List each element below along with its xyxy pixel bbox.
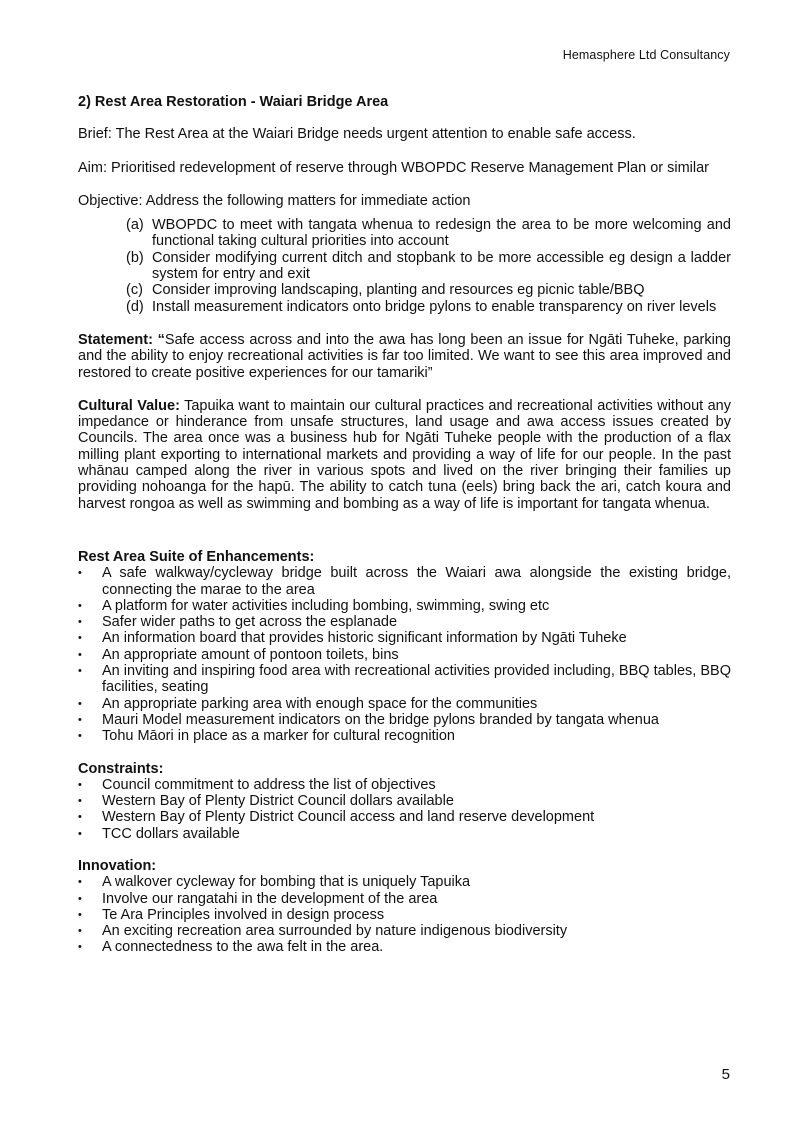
list-item bbox=[78, 891, 731, 907]
list-item-text: An appropriate parking area with enough space for the communities bbox=[102, 695, 538, 712]
enhancements-heading: Rest Area Suite of Enhancements: bbox=[78, 548, 315, 565]
bullet-icon: • bbox=[78, 730, 82, 743]
bullet-icon: • bbox=[78, 925, 82, 938]
list-item-text: Tohu Māori in place as a marker for cultural recognition bbox=[102, 728, 455, 745]
innovation-heading: Innovation: bbox=[78, 857, 157, 874]
innovation-list bbox=[78, 874, 731, 955]
objective-item-text: WBOPDC to meet with tangata whenua to redesign the area to be more welcoming and functional taking cultural priorities into account bbox=[152, 217, 731, 250]
list-item-text: A safe walkway/cycleway bridge built across the Waiari awa alongside the existing bridge, connecting the marae to the area bbox=[102, 565, 731, 598]
statement-text: Safe access across and into the awa has long been an issue for Ngāti Tuheke, parking and the ability to enjoy recreational activities is far too limited. We want to see this area improved and restored to create positive experiences for our tamariki” bbox=[78, 331, 731, 381]
spacer bbox=[78, 529, 731, 549]
list-item-text: An information board that provides historic significant information by Ngāti Tuheke bbox=[102, 630, 627, 647]
list-item-text: A platform for water activities including bombing, swimming, swing etc bbox=[102, 597, 550, 614]
list-item bbox=[78, 565, 731, 598]
cultural-value-paragraph bbox=[78, 398, 731, 512]
list-item bbox=[78, 777, 731, 793]
objective-item-text: Consider improving landscaping, planting and resources eg picnic table/BBQ bbox=[152, 282, 645, 299]
bullet-icon: • bbox=[78, 827, 82, 840]
cultural-value-text: Tapuika want to maintain our cultural practices and recreational activities without any impedance or hinderance from unsafe structures, land usage and awa access issues created by Councils. The area once was a business hub for Ngāti Tuheke people with the production of a flax milling plant exporting to international markets and providing a way of life for our people. In the past whānau camped along the river in various spots and lived on the river bringing their families up providing nohoanga for the hapū. The ability to catch tuna (eels) bring back the ari, catch koura and harvest rongoa as well as swimming and bombing as a way of life is important for tangata whenua. bbox=[78, 397, 731, 512]
section-title: 2) Rest Area Restoration - Waiari Bridge Area bbox=[78, 94, 389, 110]
bullet-icon: • bbox=[78, 599, 82, 612]
list-item bbox=[78, 728, 731, 744]
statement-paragraph bbox=[78, 332, 731, 381]
list-item bbox=[78, 826, 731, 842]
header-company: Hemasphere Ltd Consultancy bbox=[562, 48, 730, 62]
bullet-icon: • bbox=[78, 665, 82, 678]
list-item bbox=[78, 630, 731, 646]
bullet-icon: • bbox=[78, 648, 82, 661]
bullet-icon: • bbox=[78, 616, 82, 629]
list-item bbox=[78, 923, 731, 939]
list-item bbox=[78, 809, 731, 825]
bullet-icon: • bbox=[78, 778, 82, 791]
objective-text: Objective: Address the following matters for immediate action bbox=[78, 192, 471, 209]
objective-marker: (b) bbox=[126, 249, 144, 266]
bullet-icon: • bbox=[78, 795, 82, 808]
list-item bbox=[78, 793, 731, 809]
cultural-value-label: Cultural Value: bbox=[78, 397, 180, 414]
list-item bbox=[78, 598, 731, 614]
list-item-text: An appropriate amount of pontoon toilets, bins bbox=[102, 646, 399, 663]
list-item-text: An inviting and inspiring food area with recreational activities provided including, BBQ tables, BBQ facilities, seating bbox=[102, 663, 731, 696]
objective-marker: (a) bbox=[126, 217, 144, 234]
objective-item bbox=[126, 299, 731, 315]
bullet-icon: • bbox=[78, 567, 82, 580]
page-number: 5 bbox=[721, 1066, 730, 1083]
objective-item bbox=[126, 282, 731, 298]
constraints-list bbox=[78, 777, 731, 842]
list-item-text: A connectedness to the awa felt in the area. bbox=[102, 939, 384, 956]
list-item-text: Safer wider paths to get across the esplanade bbox=[102, 614, 398, 631]
bullet-icon: • bbox=[78, 908, 82, 921]
objective-item-text: Consider modifying current ditch and stopbank to be more accessible eg design a ladder system for entry and exit bbox=[152, 249, 731, 283]
list-item-text: TCC dollars available bbox=[102, 825, 240, 842]
bullet-icon: • bbox=[78, 811, 82, 824]
list-item-text: Mauri Model measurement indicators on the bridge pylons branded by tangata whenua bbox=[102, 711, 659, 728]
objective-item-text: Install measurement indicators onto bridge pylons to enable transparency on river levels bbox=[152, 298, 717, 315]
list-item bbox=[78, 939, 731, 955]
objective-marker: (c) bbox=[126, 282, 143, 299]
document-body bbox=[78, 94, 731, 972]
objective-item bbox=[126, 250, 731, 283]
list-item bbox=[78, 874, 731, 890]
objective-item bbox=[126, 217, 731, 250]
bullet-icon: • bbox=[78, 697, 82, 710]
list-item bbox=[78, 647, 731, 663]
list-item bbox=[78, 907, 731, 923]
list-item-text: A walkover cycleway for bombing that is uniquely Tapuika bbox=[102, 874, 471, 891]
aim-text: Aim: Prioritised redevelopment of reserve through WBOPDC Reserve Management Plan or similar bbox=[78, 159, 709, 176]
list-item-text: Council commitment to address the list of objectives bbox=[102, 776, 436, 793]
bullet-icon: • bbox=[78, 632, 82, 645]
bullet-icon: • bbox=[78, 892, 82, 905]
list-item-text: Western Bay of Plenty District Council dollars available bbox=[102, 793, 454, 810]
objective-marker: (d) bbox=[126, 298, 144, 315]
list-item-text: An exciting recreation area surrounded by nature indigenous biodiversity bbox=[102, 923, 568, 940]
list-item bbox=[78, 614, 731, 630]
constraints-heading: Constraints: bbox=[78, 760, 164, 777]
bullet-icon: • bbox=[78, 876, 82, 889]
list-item-text: Western Bay of Plenty District Council access and land reserve development bbox=[102, 809, 595, 826]
list-item bbox=[78, 712, 731, 728]
list-item bbox=[78, 696, 731, 712]
list-item-text: Involve our rangatahi in the development of the area bbox=[102, 890, 438, 907]
statement-label: Statement: “ bbox=[78, 331, 165, 348]
bullet-icon: • bbox=[78, 713, 82, 726]
bullet-icon: • bbox=[78, 941, 82, 954]
objectives-list bbox=[78, 217, 731, 315]
enhancements-list bbox=[78, 565, 731, 744]
list-item-text: Te Ara Principles involved in design process bbox=[102, 906, 385, 923]
brief-text: Brief: The Rest Area at the Waiari Bridge needs urgent attention to enable safe access. bbox=[78, 126, 636, 143]
list-item bbox=[78, 663, 731, 696]
